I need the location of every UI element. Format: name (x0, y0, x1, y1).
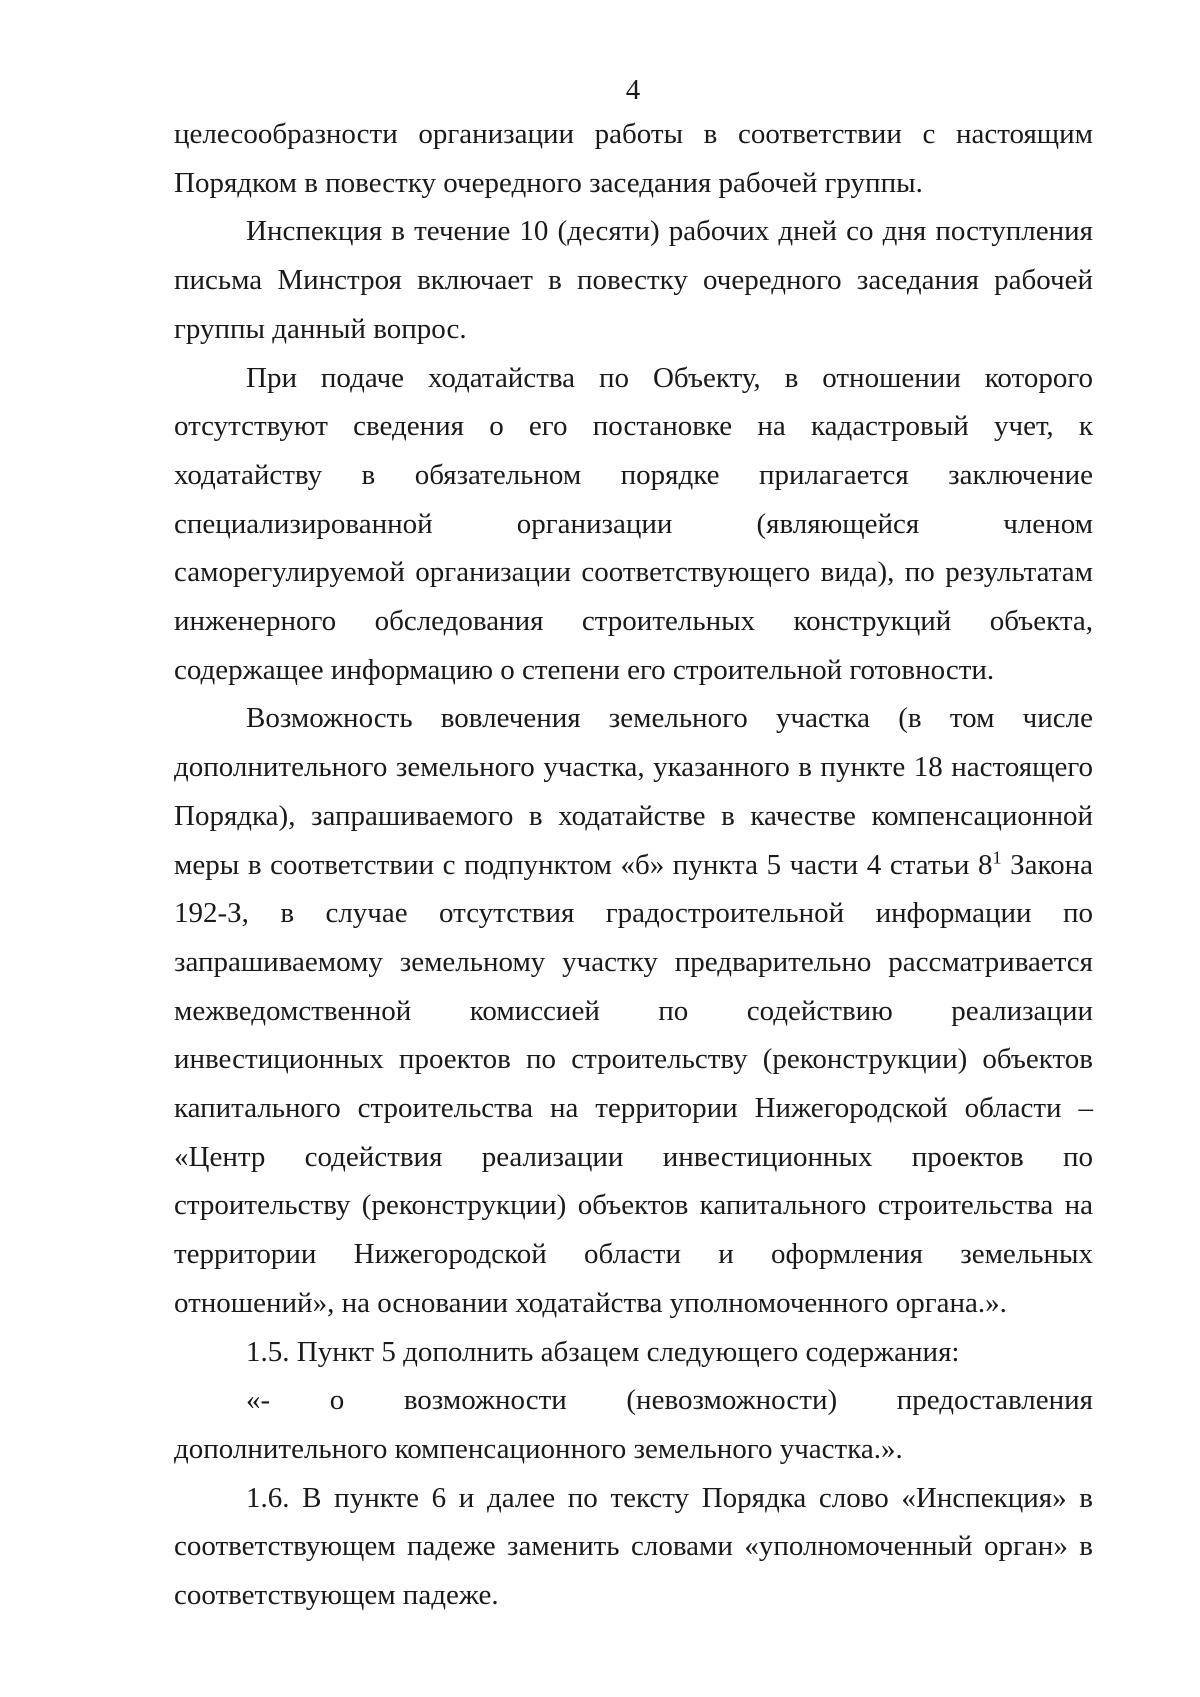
paragraph-continuation: целесообразности организации работы в соответствии с настоящим Порядком в повестку очередного заседания рабочей группы. (174, 118, 1093, 199)
paragraph-item-1-5: 1.5. Пункт 5 дополнить абзацем следующего содержания: (246, 1335, 960, 1368)
article-superscript: 1 (992, 846, 1002, 867)
document-body (174, 110, 1093, 1620)
paragraph-land-plot-possibility (174, 694, 1093, 1327)
paragraph-cadastral-conclusion: При подаче ходатайства по Объекту, в отношении которого отсутствуют сведения о его постановке на кадастровый учет, к ходатайству в обязательном порядке прилагается заключение специализированной организации (являющейся членом саморегулируемой организации соответствующего вида), по результатам инженерного обследования строительных конструкций объекта, содержащее информацию о степени его строительной готовности. (174, 361, 1093, 686)
paragraph-inspection-term: Инспекция в течение 10 (десяти) рабочих дней со дня поступления письма Минстроя включает в повестку очередного заседания рабочей группы данный вопрос. (174, 215, 1093, 345)
paragraph-quoted-addition: «- о возможности (невозможности) предоставления дополнительного компенсационного земельного участка.». (174, 1384, 1093, 1465)
paragraph-item-1-6: 1.6. В пункте 6 и далее по тексту Порядка слово «Инспекция» в соответствующем падеже заменить словами «уполномоченный орган» в соответствующем падеже. (174, 1481, 1093, 1612)
paragraph-text-after-superscript: Закона 192-З, в случае отсутствия градостроительной информации по запрашиваемому земельному участку предварительно рассматривается межведомственной комиссией по содействию реализации инвестиционных проектов по строительству (реконструкции) объектов капитального строительства на территории Нижегородской области – «Центр содействия реализации инвестиционных проектов по строительству (реконструкции) объектов капитального строительства на территории Нижегородской области и оформления земельных отношений», на основании ходатайства уполномоченного органа.». (174, 848, 1093, 1319)
paragraph-text-before-superscript: Возможность вовлечения земельного участка (в том числе дополнительного земельного участка, указанного в пункте 18 настоящего Порядка), запрашиваемого в ходатайстве в качестве компенсационной меры в соответствии с подпунктом «б» пункта 5 части 4 статьи 8 (174, 702, 1093, 881)
page-number: 4 (625, 74, 641, 106)
